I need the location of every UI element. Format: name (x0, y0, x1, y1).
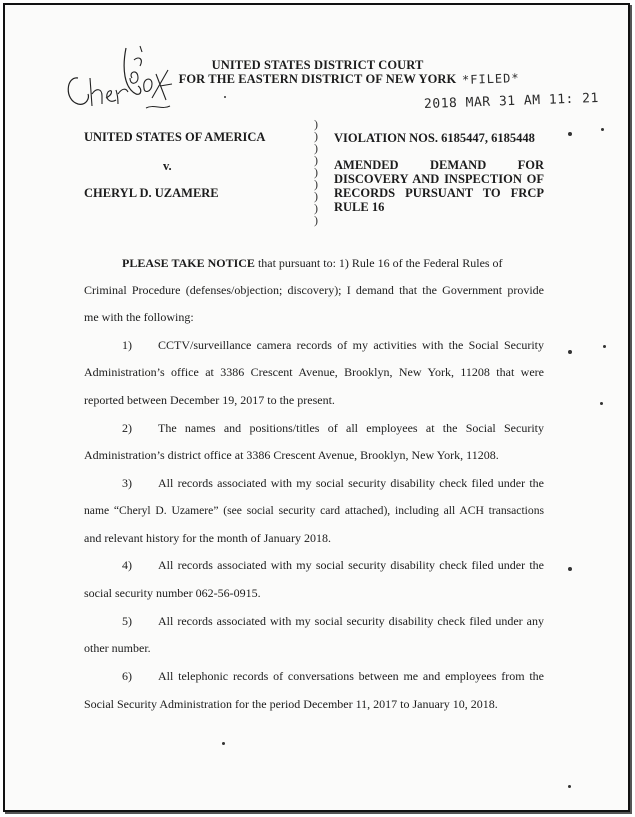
court-district: FOR THE EASTERN DISTRICT OF NEW YORK (178, 72, 457, 86)
notice-line: me with the following: (84, 310, 194, 324)
demand-title-line: RECORDS PURSUANT TO FRCP (334, 186, 544, 200)
court-name: UNITED STATES DISTRICT COURT (211, 58, 424, 72)
scan-speck (568, 350, 572, 354)
notice-lead: PLEASE TAKE NOTICE (122, 256, 255, 270)
caption-separator: ) ) ) ) ) ) ) ) ) (314, 117, 318, 227)
scan-speck (568, 785, 571, 788)
item-number: 2) (122, 421, 132, 435)
item-number: 6) (122, 669, 132, 683)
item-line: other number. (84, 641, 151, 655)
scan-speck (601, 128, 604, 131)
notice-line (122, 256, 544, 271)
item-line: CCTV/surveillance camera records of my activities with the Social Security (158, 338, 544, 352)
item-number: 3) (122, 476, 132, 490)
plaintiff-name: UNITED STATES OF AMERICA (84, 130, 266, 144)
scan-speck (568, 567, 572, 571)
filed-stamp-date: 2018 MAR 31 AM 11: 21 (423, 90, 600, 113)
demand-title-line: DISCOVERY AND INSPECTION OF (334, 172, 544, 186)
scan-speck (568, 132, 572, 136)
notice-text: that pursuant to: 1) Rule 16 of the Federal Rules of (254, 256, 503, 270)
item-line: The names and positions/titles of all employees at the Social Security (158, 421, 544, 435)
item-number: 1) (122, 338, 132, 352)
notice-line: Criminal Procedure (defenses/objection; discovery); I demand that the Government provide (84, 283, 544, 297)
demand-title-line: AMENDED DEMAND FOR (334, 158, 544, 172)
item-line: All telephonic records of conversations between me and employees from the (158, 669, 544, 683)
item-line: reported between December 19, 2017 to the present. (84, 393, 335, 407)
item-line: and relevant history for the month of January 2018. (84, 531, 331, 545)
item-line: Administration’s district office at 3386 Crescent Avenue, Brooklyn, New York, 11208. (84, 448, 499, 462)
item-number: 4) (122, 558, 132, 572)
scan-speck (224, 96, 226, 98)
demand-title-line: RULE 16 (334, 200, 385, 214)
item-line: All records associated with my social security disability check filed under the (158, 476, 544, 490)
scan-speck (222, 742, 225, 745)
versus: v. (163, 159, 172, 173)
item-line: name “Cheryl D. Uzamere” (see social security card attached), including all ACH transactions (84, 504, 544, 517)
item-number: 5) (122, 614, 132, 628)
violation-numbers: VIOLATION NOS. 6185447, 6185448 (334, 131, 535, 145)
defendant-name: CHERYL D. UZAMERE (84, 186, 219, 200)
item-line: Administration’s office at 3386 Crescent Avenue, Brooklyn, New York, 11208 that were (84, 365, 544, 379)
scan-speck (600, 402, 603, 405)
item-line: All records associated with my social security disability check filed under any (158, 614, 544, 628)
scan-speck (603, 345, 606, 348)
filed-stamp: *FILED* (461, 70, 520, 88)
item-line: social security number 062-56-0915. (84, 586, 261, 600)
item-line: All records associated with my social security disability check filed under the (158, 558, 544, 572)
item-line: Social Security Administration for the period December 11, 2017 to January 10, 2018. (84, 697, 498, 711)
